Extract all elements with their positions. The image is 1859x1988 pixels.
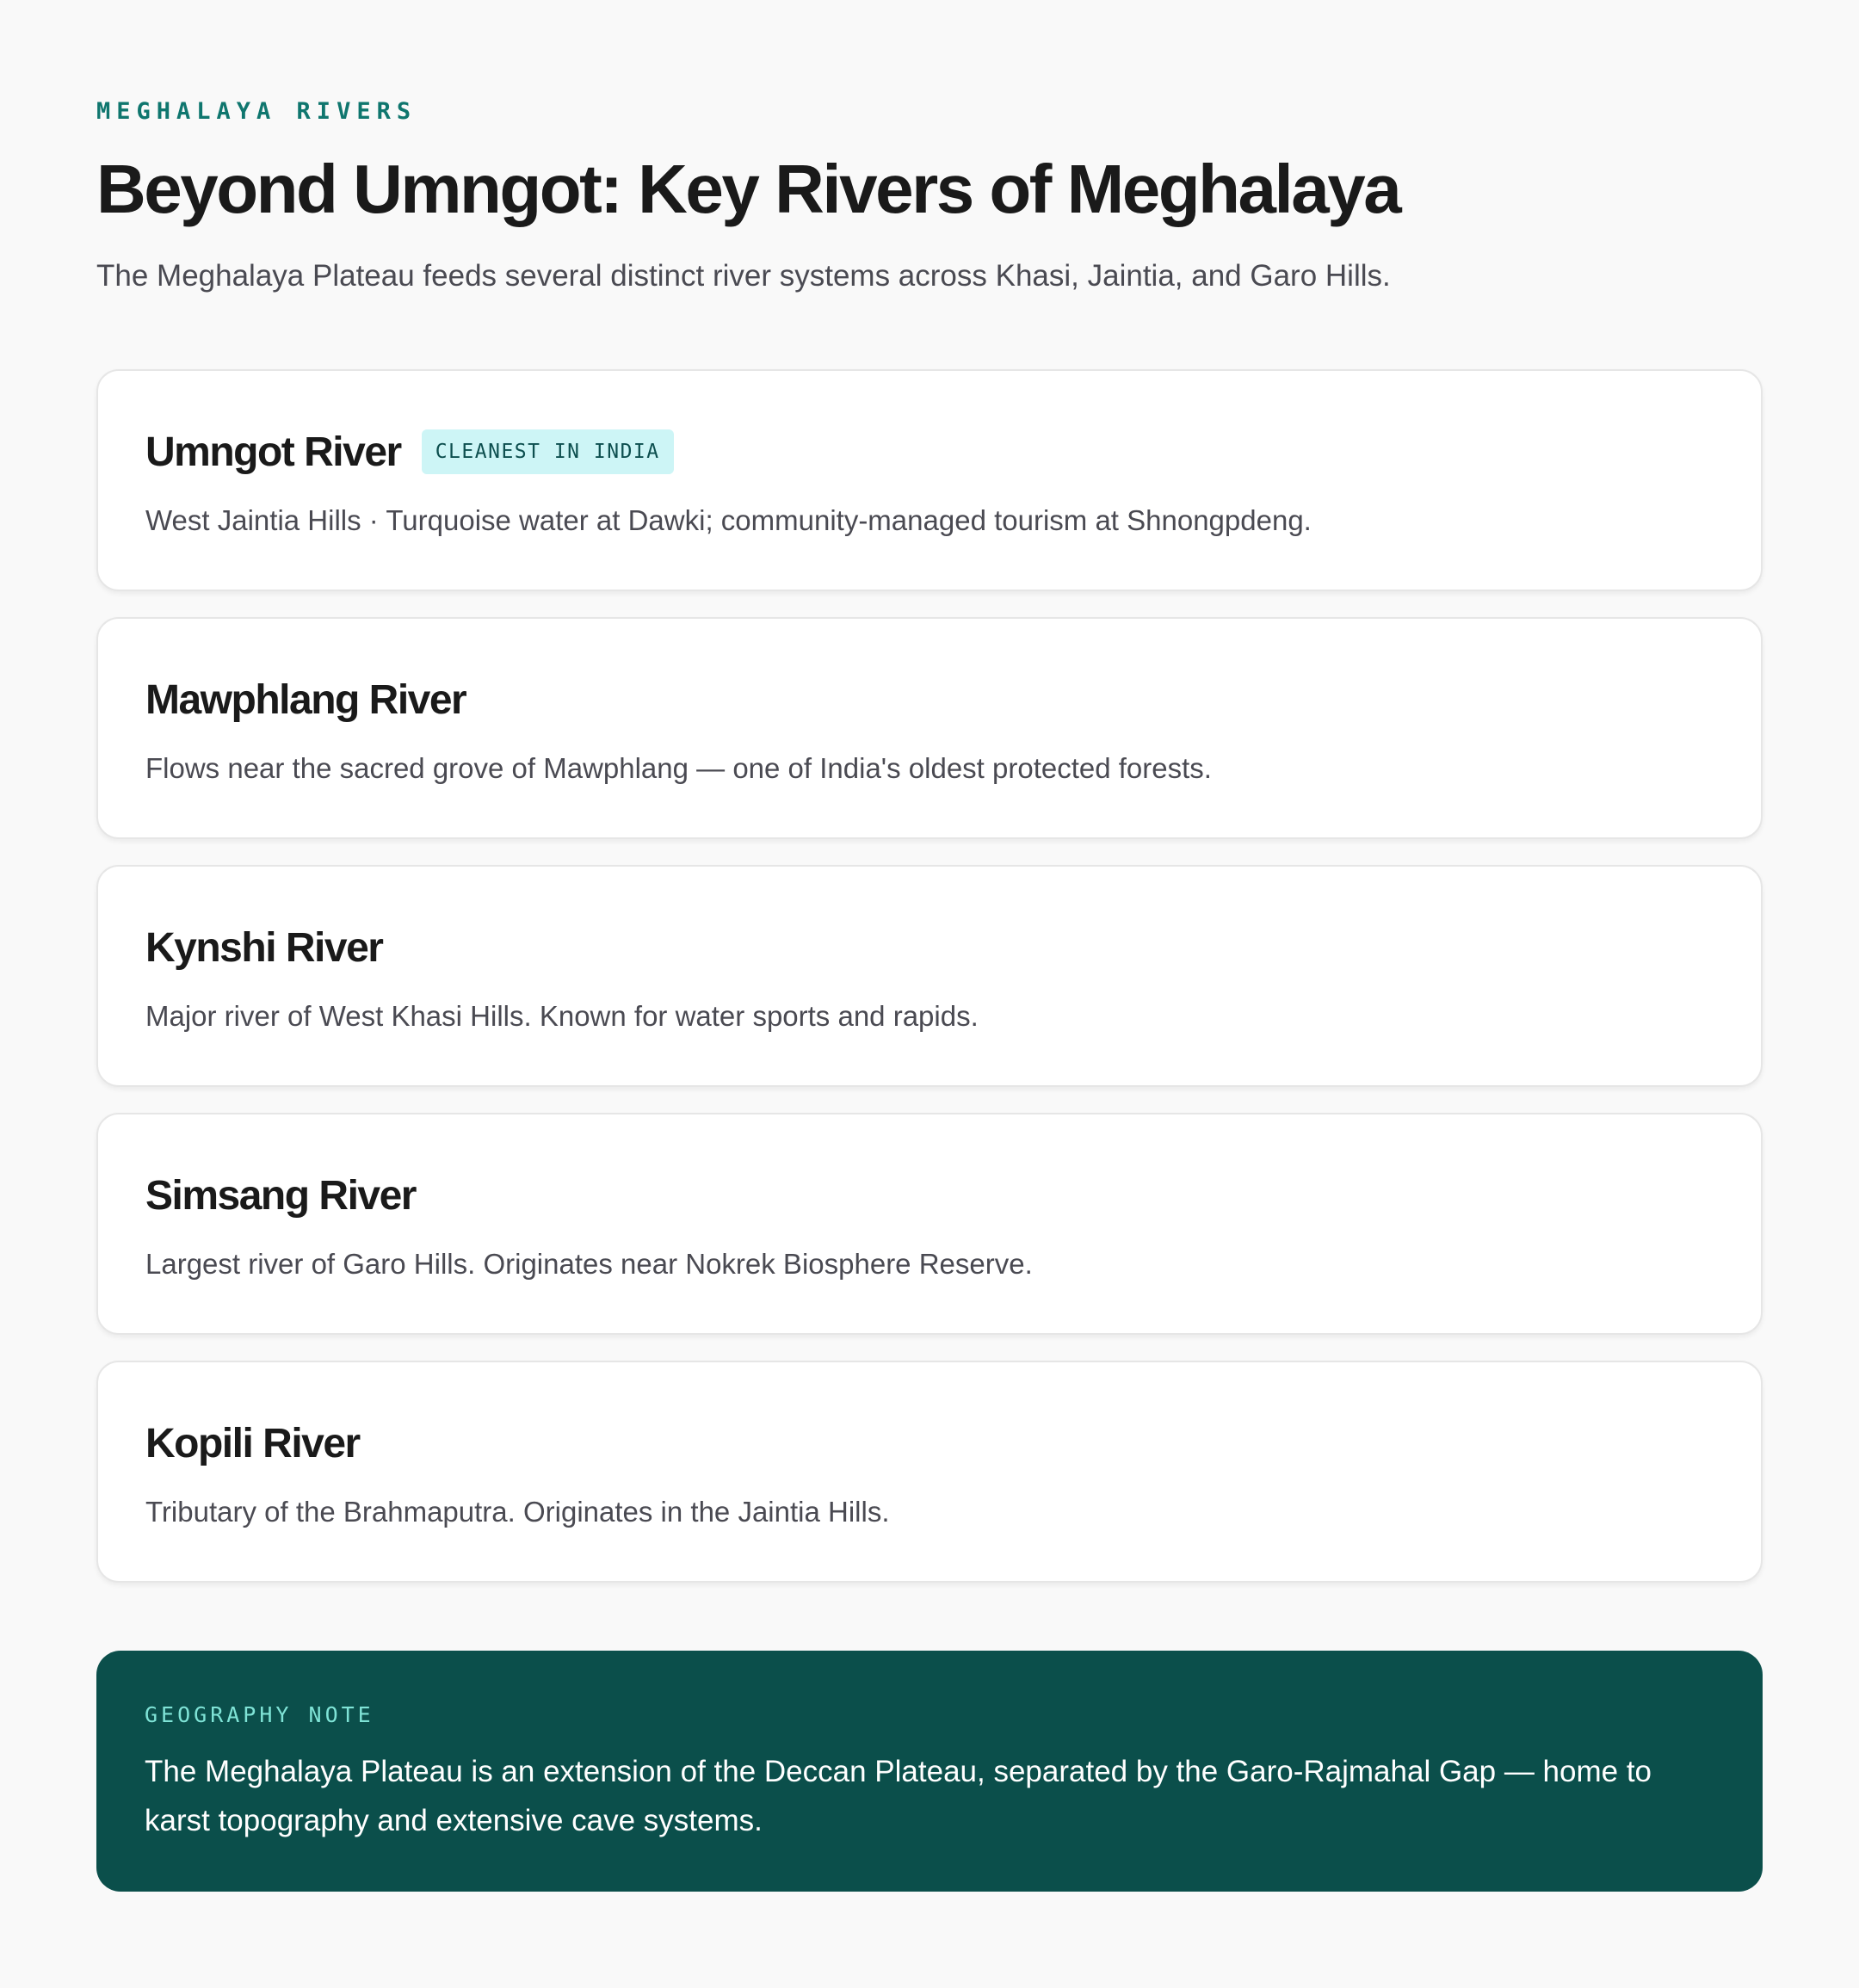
page-subtitle: The Meghalaya Plateau feeds several distinct river systems across Khasi, Jaintia, and Garo Hills. [96, 259, 1391, 293]
river-card-header [145, 1168, 416, 1223]
eyebrow-label: MEGHALAYA RIVERS [96, 98, 417, 125]
river-card-kopili [96, 1361, 1763, 1583]
river-card-header [145, 1416, 360, 1471]
geography-note-text: The Meghalaya Plateau is an extension of the Deccan Plateau, separated by the Garo-Rajmahal Gap — home to karst topography and extensive cave systems. [145, 1755, 1652, 1837]
river-name: Mawphlang River [145, 676, 466, 723]
river-card-simsang [96, 1113, 1763, 1335]
river-list [96, 369, 1763, 1608]
river-card-header [145, 424, 674, 479]
river-name: Kopili River [145, 1420, 360, 1466]
river-name: Kynshi River [145, 924, 383, 971]
river-name: Umngot River [145, 429, 401, 475]
river-card-mawphlang [96, 617, 1763, 839]
river-card-kynshi [96, 865, 1763, 1087]
river-description: West Jaintia Hills · Turquoise water at Dawki; community-managed tourism at Shnongpdeng. [145, 504, 1312, 536]
river-card-header [145, 672, 466, 727]
geography-note-panel [96, 1651, 1763, 1892]
river-name: Simsang River [145, 1172, 416, 1219]
river-card-header [145, 920, 382, 975]
river-card-umngot [96, 369, 1763, 591]
river-description: Flows near the sacred grove of Mawphlang — one of India's oldest protected forests. [145, 752, 1212, 784]
cleanest-badge: CLEANEST IN INDIA [422, 429, 674, 474]
geography-note-label: GEOGRAPHY NOTE [145, 1702, 374, 1727]
page-title: Beyond Umngot: Key Rivers of Meghalaya [96, 151, 1400, 227]
river-description: Major river of West Khasi Hills. Known for water sports and rapids. [145, 1000, 979, 1032]
river-description: Tributary of the Brahmaputra. Originates in the Jaintia Hills. [145, 1496, 890, 1528]
river-description: Largest river of Garo Hills. Originates near Nokrek Biosphere Reserve. [145, 1248, 1033, 1280]
